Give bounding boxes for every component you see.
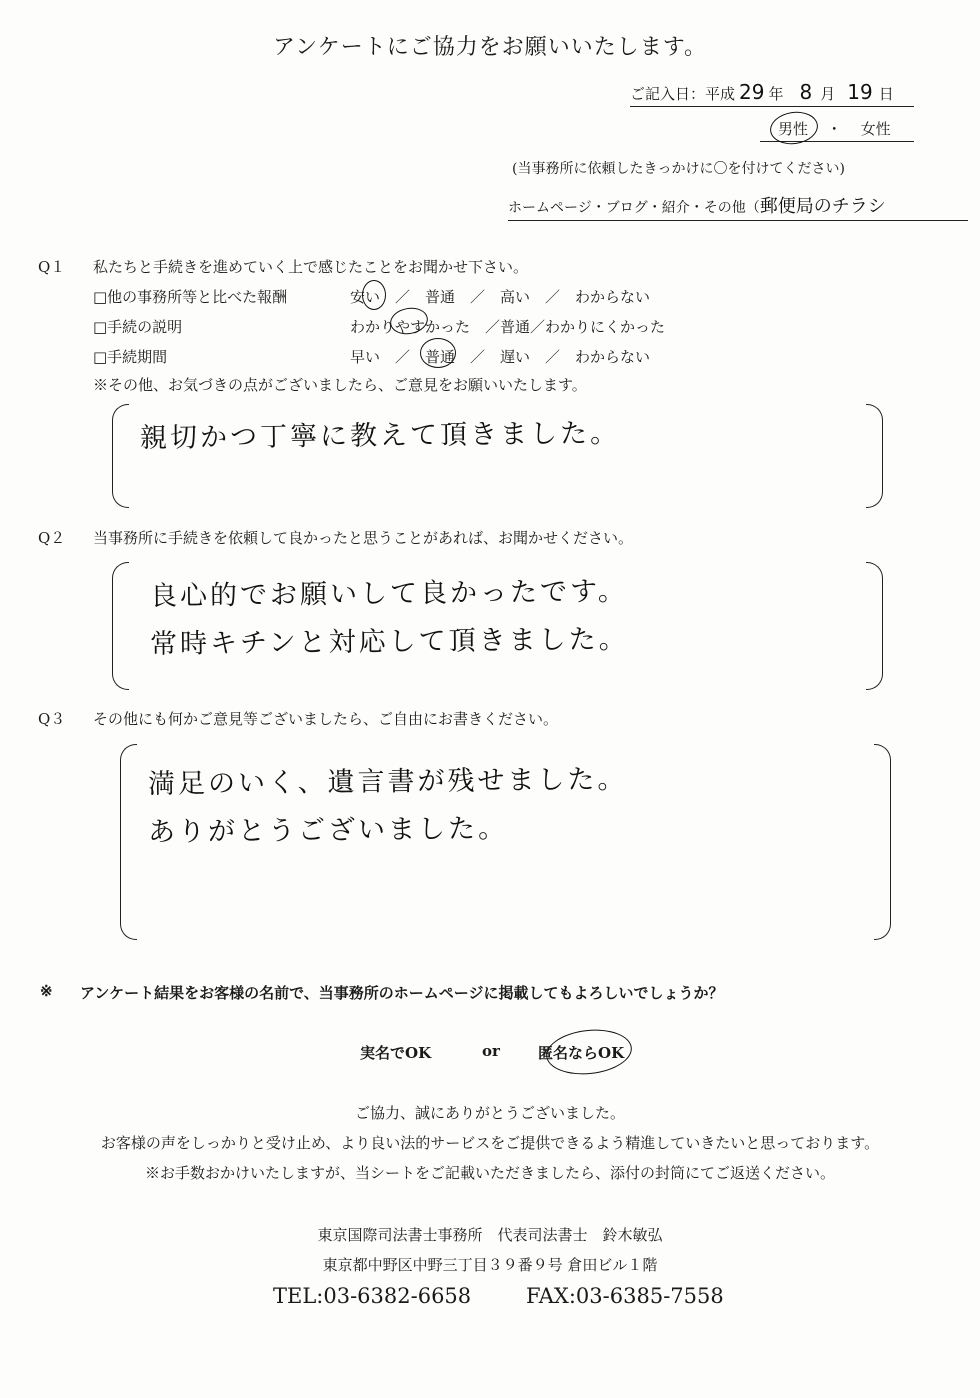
gender-male: 男性 (778, 120, 809, 138)
q1-question: 私たちと手続きを進めていく上で感じたことをお聞かせ下さい。 (93, 258, 529, 276)
q3-answer-bracket-right (874, 744, 891, 940)
office-address: 東京都中野区中野三丁目３９番９号 倉田ビル１階 (322, 1256, 658, 1274)
publish-anonymous-circle (544, 1026, 634, 1079)
footer-thanks: ご協力、誠にありがとうございました。 (354, 1104, 625, 1122)
date-month: 8 (799, 80, 813, 104)
q1-answer-bracket-left (112, 404, 129, 508)
source-options: ホームページ・ブログ・紹介・その他（ (508, 200, 760, 216)
publish-option-real-name: 実名でOK (360, 1044, 432, 1062)
q1-item-explanation: □手続の説明 (93, 318, 183, 336)
q2-question: 当事務所に手続きを依頼して良かったと思うことがあれば、お聞かせください。 (93, 529, 634, 547)
q1-handwritten-answer: 親切かつ丁寧に教えて頂きました。 (139, 417, 621, 454)
q1-duration-answer-circle (420, 338, 456, 368)
date-year-unit: 年 (768, 85, 784, 103)
q3-handwritten-line1: 満足のいく、遺言書が残せました。 (147, 763, 628, 800)
q3-answer-bracket-left (120, 744, 137, 940)
publish-question: アンケート結果をお客様の名前で、当事務所のホームページに掲載してもよろしいでしょうか？ (80, 984, 724, 1002)
footer-note: ※お手数おかけいたしますが、当シートをご記載いただきましたら、添付の封筒にてご返送ください。 (144, 1164, 835, 1182)
q1-item-duration: □手続期間 (93, 348, 168, 366)
q2-answer-bracket-right (866, 562, 883, 690)
q1-options-duration: 早い ／ 普通 ／ 遅い ／ わからない (350, 348, 651, 366)
footer-message: お客様の声をしっかりと受け止め、より良い法的サービスをご提供できるよう精進していきたいと思っております。 (100, 1134, 880, 1152)
date-day: 19 (847, 80, 873, 104)
q1-answer-bracket-right (866, 404, 883, 508)
q2-handwritten-line2: 常時キチンと対応して頂きました。 (149, 623, 629, 660)
publish-mark: ※ (40, 982, 53, 1000)
office-fax: FAX:03-6385-7558 (526, 1284, 724, 1308)
q3-label: Q３ (38, 710, 66, 728)
q1-item-fee: □他の事務所等と比べた報酬 (93, 288, 288, 306)
source-note: (当事務所に依頼したきっかけに〇を付けてください) (512, 161, 845, 177)
date-year: 29 (739, 80, 765, 104)
q1-note: ※その他、お気づきの点がございましたら、ご意見をお願いいたします。 (93, 376, 587, 394)
q2-handwritten-line1: 良心的でお願いして良かったです。 (149, 575, 629, 612)
publish-option-anonymous: 匿名ならOK (538, 1044, 625, 1062)
office-name: 東京国際司法書士事務所 代表司法書士 鈴木敏弘 (317, 1226, 663, 1244)
office-tel: TEL:03-6382-6658 (273, 1284, 472, 1308)
date-month-unit: 月 (820, 85, 836, 103)
page-title: アンケートにご協力をお願いいたします。 (273, 35, 707, 60)
q3-handwritten-line2: ありがとうございました。 (147, 813, 509, 848)
q1-options-fee: 安い ／ 普通 ／ 高い ／ わからない (350, 288, 651, 306)
q2-label: Q２ (38, 529, 66, 547)
gender-female: 女性 (860, 120, 891, 138)
source-options-line (508, 192, 968, 221)
source-other-handwritten: 郵便局のチラシ (759, 196, 886, 217)
entry-date (630, 80, 914, 107)
publish-or: or (482, 1042, 500, 1060)
q1-label: Q１ (38, 258, 66, 276)
date-prefix: ご記入日：平成 (630, 85, 736, 103)
q1-options-explanation: わかりやすかった ／普通／わかりにくかった (350, 318, 666, 336)
gender-separator: ・ (826, 120, 842, 138)
q2-answer-bracket-left (112, 562, 129, 690)
date-day-unit: 日 (878, 85, 894, 103)
q1-fee-answer-circle (362, 280, 386, 310)
q3-question: その他にも何かご意見等ございましたら、ご自由にお書きください。 (93, 710, 559, 728)
